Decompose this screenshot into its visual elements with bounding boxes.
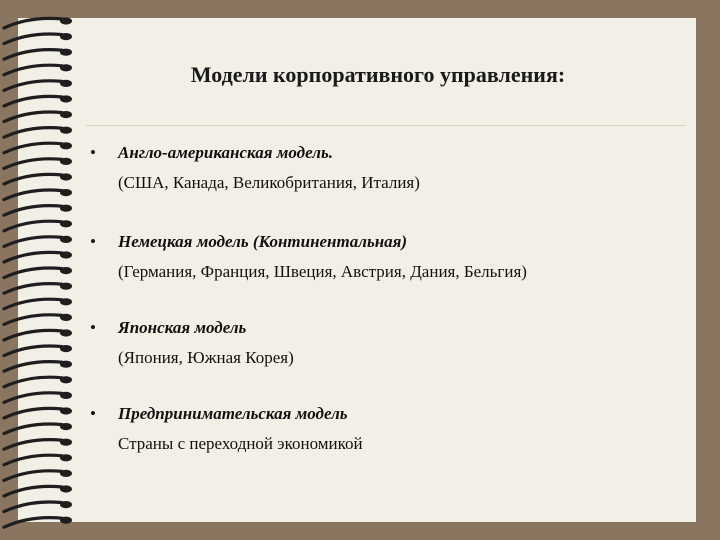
bullet-icon: • <box>90 318 96 337</box>
binding-ring <box>4 517 72 528</box>
binding-ring <box>4 205 72 216</box>
binding-ring <box>4 95 72 106</box>
slide-title: Модели корпоративного управления: <box>190 62 566 87</box>
binding-ring <box>4 111 72 122</box>
binding-ring <box>4 485 72 496</box>
binding-ring <box>4 33 72 44</box>
bullet-icon: • <box>90 232 96 251</box>
binding-ring <box>4 407 72 418</box>
binding-ring <box>4 189 72 200</box>
binding-ring <box>4 267 72 278</box>
binding-ring <box>4 251 72 262</box>
item-title: Предпринимательская модель <box>118 404 348 423</box>
binding-ring <box>4 439 72 450</box>
binding-ring <box>4 470 72 481</box>
binding-ring <box>4 376 72 387</box>
bullet-icon: • <box>90 404 96 423</box>
binding-ring <box>4 361 72 372</box>
binding-ring <box>4 298 72 309</box>
title-divider <box>86 125 686 126</box>
binding-ring <box>4 142 72 153</box>
binding-ring <box>4 220 72 231</box>
binding-ring <box>4 283 72 294</box>
binding-ring <box>4 501 72 512</box>
item-title: Англо-американская модель. <box>118 143 333 162</box>
binding-ring <box>4 454 72 465</box>
item-title: Немецкая модель (Континентальная) <box>118 232 408 251</box>
binding-ring <box>4 329 72 340</box>
binding-ring <box>4 127 72 138</box>
item-subtitle: (США, Канада, Великобритания, Италия) <box>118 173 420 192</box>
binding-ring <box>4 17 72 28</box>
binding-ring <box>4 173 72 184</box>
binding-ring <box>4 158 72 169</box>
item-subtitle: (Япония, Южная Корея) <box>118 348 294 367</box>
binding-ring <box>4 236 72 247</box>
item-subtitle: Страны с переходной экономикой <box>118 434 363 453</box>
binding-ring <box>4 314 72 325</box>
bullet-icon: • <box>90 143 96 162</box>
binding-ring <box>4 392 72 403</box>
item-subtitle: (Германия, Франция, Швеция, Австрия, Дания, Бельгия) <box>118 262 527 281</box>
item-title: Японская модель <box>118 318 247 337</box>
binding-ring <box>4 345 72 356</box>
binding-ring <box>4 423 72 434</box>
binding-ring <box>4 49 72 60</box>
